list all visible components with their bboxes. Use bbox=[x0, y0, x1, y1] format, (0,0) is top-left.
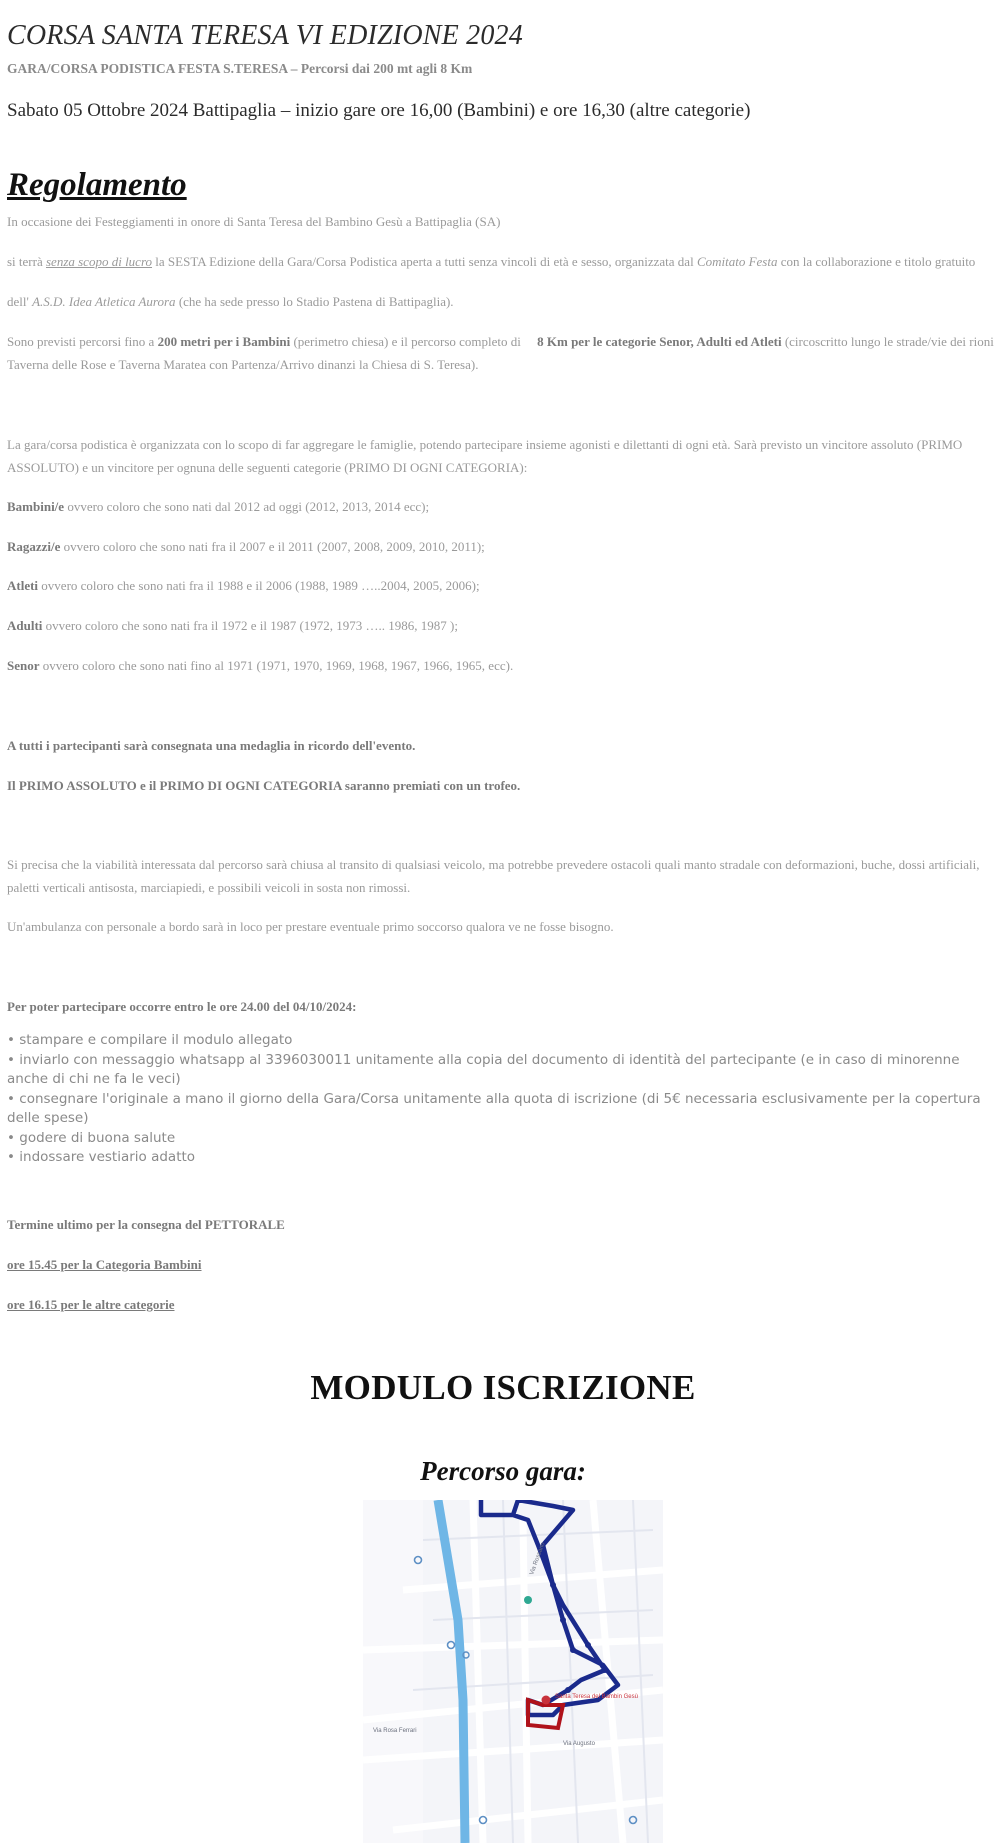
map-fade-left bbox=[363, 1500, 423, 1843]
category-desc: ovvero coloro che sono nati fra il 1972 e il 1987 (1972, 1973 ….. 1986, 1987 ); bbox=[42, 618, 458, 633]
category-desc: ovvero coloro che sono nati dal 2012 ad oggi (2012, 2013, 2014 ecc); bbox=[64, 499, 430, 514]
pettorale-altre-link-row bbox=[7, 1293, 999, 1316]
regolamento-purpose: La gara/corsa podistica è organizzata con lo scopo di far aggregare le famiglie, potendo partecipare insieme agonisti e dilettanti di ogni età. Sarà previsto un vincitore assoluto (PRIMO ASSOLUTO) e un vincitore per ognuna delle seguenti categorie (PRIMO DI OGNI CATEGORIA): bbox=[7, 437, 963, 475]
page-title: CORSA SANTA TERESA VI EDIZIONE 2024 bbox=[7, 20, 523, 51]
participation-intro: Per poter partecipare occorre entro le ore 24.00 del 04/10/2024: bbox=[7, 999, 357, 1014]
map-label-via-rossano: Via Rossano bbox=[529, 1541, 547, 1576]
list-item: • indossare vestiario adatto bbox=[7, 1148, 999, 1168]
ambulance-note: Un'ambulanza con personale a bordo sarà in loco per prestare eventuale primo soccorso qualora ve ne fosse bisogno. bbox=[7, 919, 614, 934]
page-subtitle: GARA/CORSA PODISTICA FESTA S.TERESA – Percorsi dai 200 mt agli 8 Km bbox=[7, 61, 473, 76]
map-label-church: Santa Teresa del Bambin Gesù bbox=[555, 1694, 638, 1700]
modulo-iscrizione-heading[interactable] bbox=[7, 1368, 999, 1408]
category-atleti bbox=[7, 574, 999, 597]
category-adulti bbox=[7, 614, 999, 637]
poi-marker-green bbox=[524, 1596, 532, 1604]
participation-requirements bbox=[7, 1031, 999, 1168]
list-item: • stampare e compilare il modulo allegato bbox=[7, 1031, 999, 1051]
pettorale-heading: Termine ultimo per la consegna del PETTORALE bbox=[7, 1217, 285, 1232]
map-label-via-augusto: Via Augusto bbox=[563, 1741, 595, 1747]
route-map-svg bbox=[363, 1500, 663, 1843]
church-pin-icon bbox=[542, 1696, 551, 1705]
percorso-heading: Percorso gara: bbox=[420, 1456, 586, 1486]
modulo-iscrizione-link[interactable]: MODULO ISCRIZIONE bbox=[310, 1368, 696, 1407]
category-name: Bambini/e bbox=[7, 499, 65, 514]
trophy-note: Il PRIMO ASSOLUTO e il PRIMO DI OGNI CATEGORIA saranno premiati con un trofeo. bbox=[7, 778, 521, 793]
category-bambini bbox=[7, 495, 999, 518]
regolamento-heading: Regolamento bbox=[7, 167, 187, 203]
regolamento-organizer bbox=[7, 250, 999, 273]
category-name: Senor bbox=[7, 658, 40, 673]
category-desc: ovvero coloro che sono nati fra il 2007 e il 2011 (2007, 2008, 2009, 2010, 2011); bbox=[60, 539, 485, 554]
category-desc: ovvero coloro che sono nati fino al 1971 (1971, 1970, 1969, 1968, 1967, 1966, 1965, ecc). bbox=[39, 658, 514, 673]
regolamento-intro: In occasione dei Festeggiamenti in onore di Santa Teresa del Bambino Gesù a Battipaglia (SA) bbox=[7, 214, 501, 229]
event-date-line: Sabato 05 Ottobre 2024 Battipaglia – inizio gare ore 16,00 (Bambini) e ore 16,30 (altre categorie) bbox=[7, 100, 751, 121]
category-name: Adulti bbox=[7, 618, 43, 633]
pettorale-altre-link[interactable]: ore 16.15 per le altre categorie bbox=[7, 1297, 175, 1312]
pettorale-bambini-link[interactable]: ore 15.45 per la Categoria Bambini bbox=[7, 1257, 202, 1272]
association-text-a: dell' bbox=[7, 294, 33, 309]
category-senor bbox=[7, 654, 999, 677]
routes-text-a: Sono previsti percorsi fino a bbox=[7, 334, 158, 349]
routes-text-c: (perimetro chiesa) e il percorso completo di bbox=[290, 334, 525, 349]
routes-bambini: 200 metri per i Bambini bbox=[157, 334, 291, 349]
category-ragazzi bbox=[7, 535, 999, 558]
category-desc: ovvero coloro che sono nati fra il 1988 e il 2006 (1988, 1989 …..2004, 2005, 2006); bbox=[38, 578, 480, 593]
no-profit-text: senza scopo di lucro bbox=[45, 254, 153, 269]
medal-note: A tutti i partecipanti sarà consegnata una medaglia in ricordo dell'evento. bbox=[7, 738, 416, 753]
routes-8km: 8 Km per le categorie Senor, Adulti ed Atleti bbox=[537, 334, 782, 349]
regolamento-routes bbox=[7, 330, 999, 376]
category-name: Atleti bbox=[7, 578, 39, 593]
comitato-festa-text: Comitato Festa bbox=[696, 254, 778, 269]
road-safety-note: Si precisa che la viabilità interessata dal percorso sarà chiusa al transito di qualsiasi veicolo, ma potrebbe prevedere ostacoli quali manto stradale con deformazioni, buche, dossi artificiali, paletti verticali antisosta, marciapiedi, e possibili veicoli in sosta non rimossi. bbox=[7, 857, 980, 895]
organizer-text-a: si terrà bbox=[7, 254, 46, 269]
map-label-via-rosa-ferrari: Via Rosa Ferrari bbox=[373, 1728, 417, 1734]
pettorale-bambini-link-row bbox=[7, 1253, 999, 1276]
routes-text-e: (circoscritto lungo le strade/vie dei rioni Taverna delle Rose e Taverna Maratea con Partenza/Arrivo dinanzi la Chiesa di S. Teresa). bbox=[7, 334, 994, 372]
association-text-c: (che ha sede presso lo Stadio Pastena di Battipaglia). bbox=[175, 294, 454, 309]
association-name: A.S.D. Idea Atletica Aurora bbox=[32, 294, 176, 309]
organizer-text-e: con la collaborazione e titolo gratuito bbox=[777, 254, 976, 269]
organizer-text-c: la SESTA Edizione della Gara/Corsa Podistica aperta a tutti senza vincoli di età e sesso, organizzata dal bbox=[152, 254, 697, 269]
list-item: • inviarlo con messaggio whatsapp al 3396030011 unitamente alla copia del documento di identità del partecipante (e in caso di minorenne anche di chi ne fa le veci) bbox=[7, 1051, 999, 1090]
route-map-image bbox=[363, 1500, 663, 1843]
regolamento-association bbox=[7, 290, 999, 313]
list-item: • consegnare l'originale a mano il giorno della Gara/Corsa unitamente alla quota di iscrizione (di 5€ necessaria esclusivamente per la copertura delle spese) bbox=[7, 1090, 999, 1129]
list-item: • godere di buona salute bbox=[7, 1129, 999, 1149]
category-name: Ragazzi/e bbox=[7, 539, 61, 554]
